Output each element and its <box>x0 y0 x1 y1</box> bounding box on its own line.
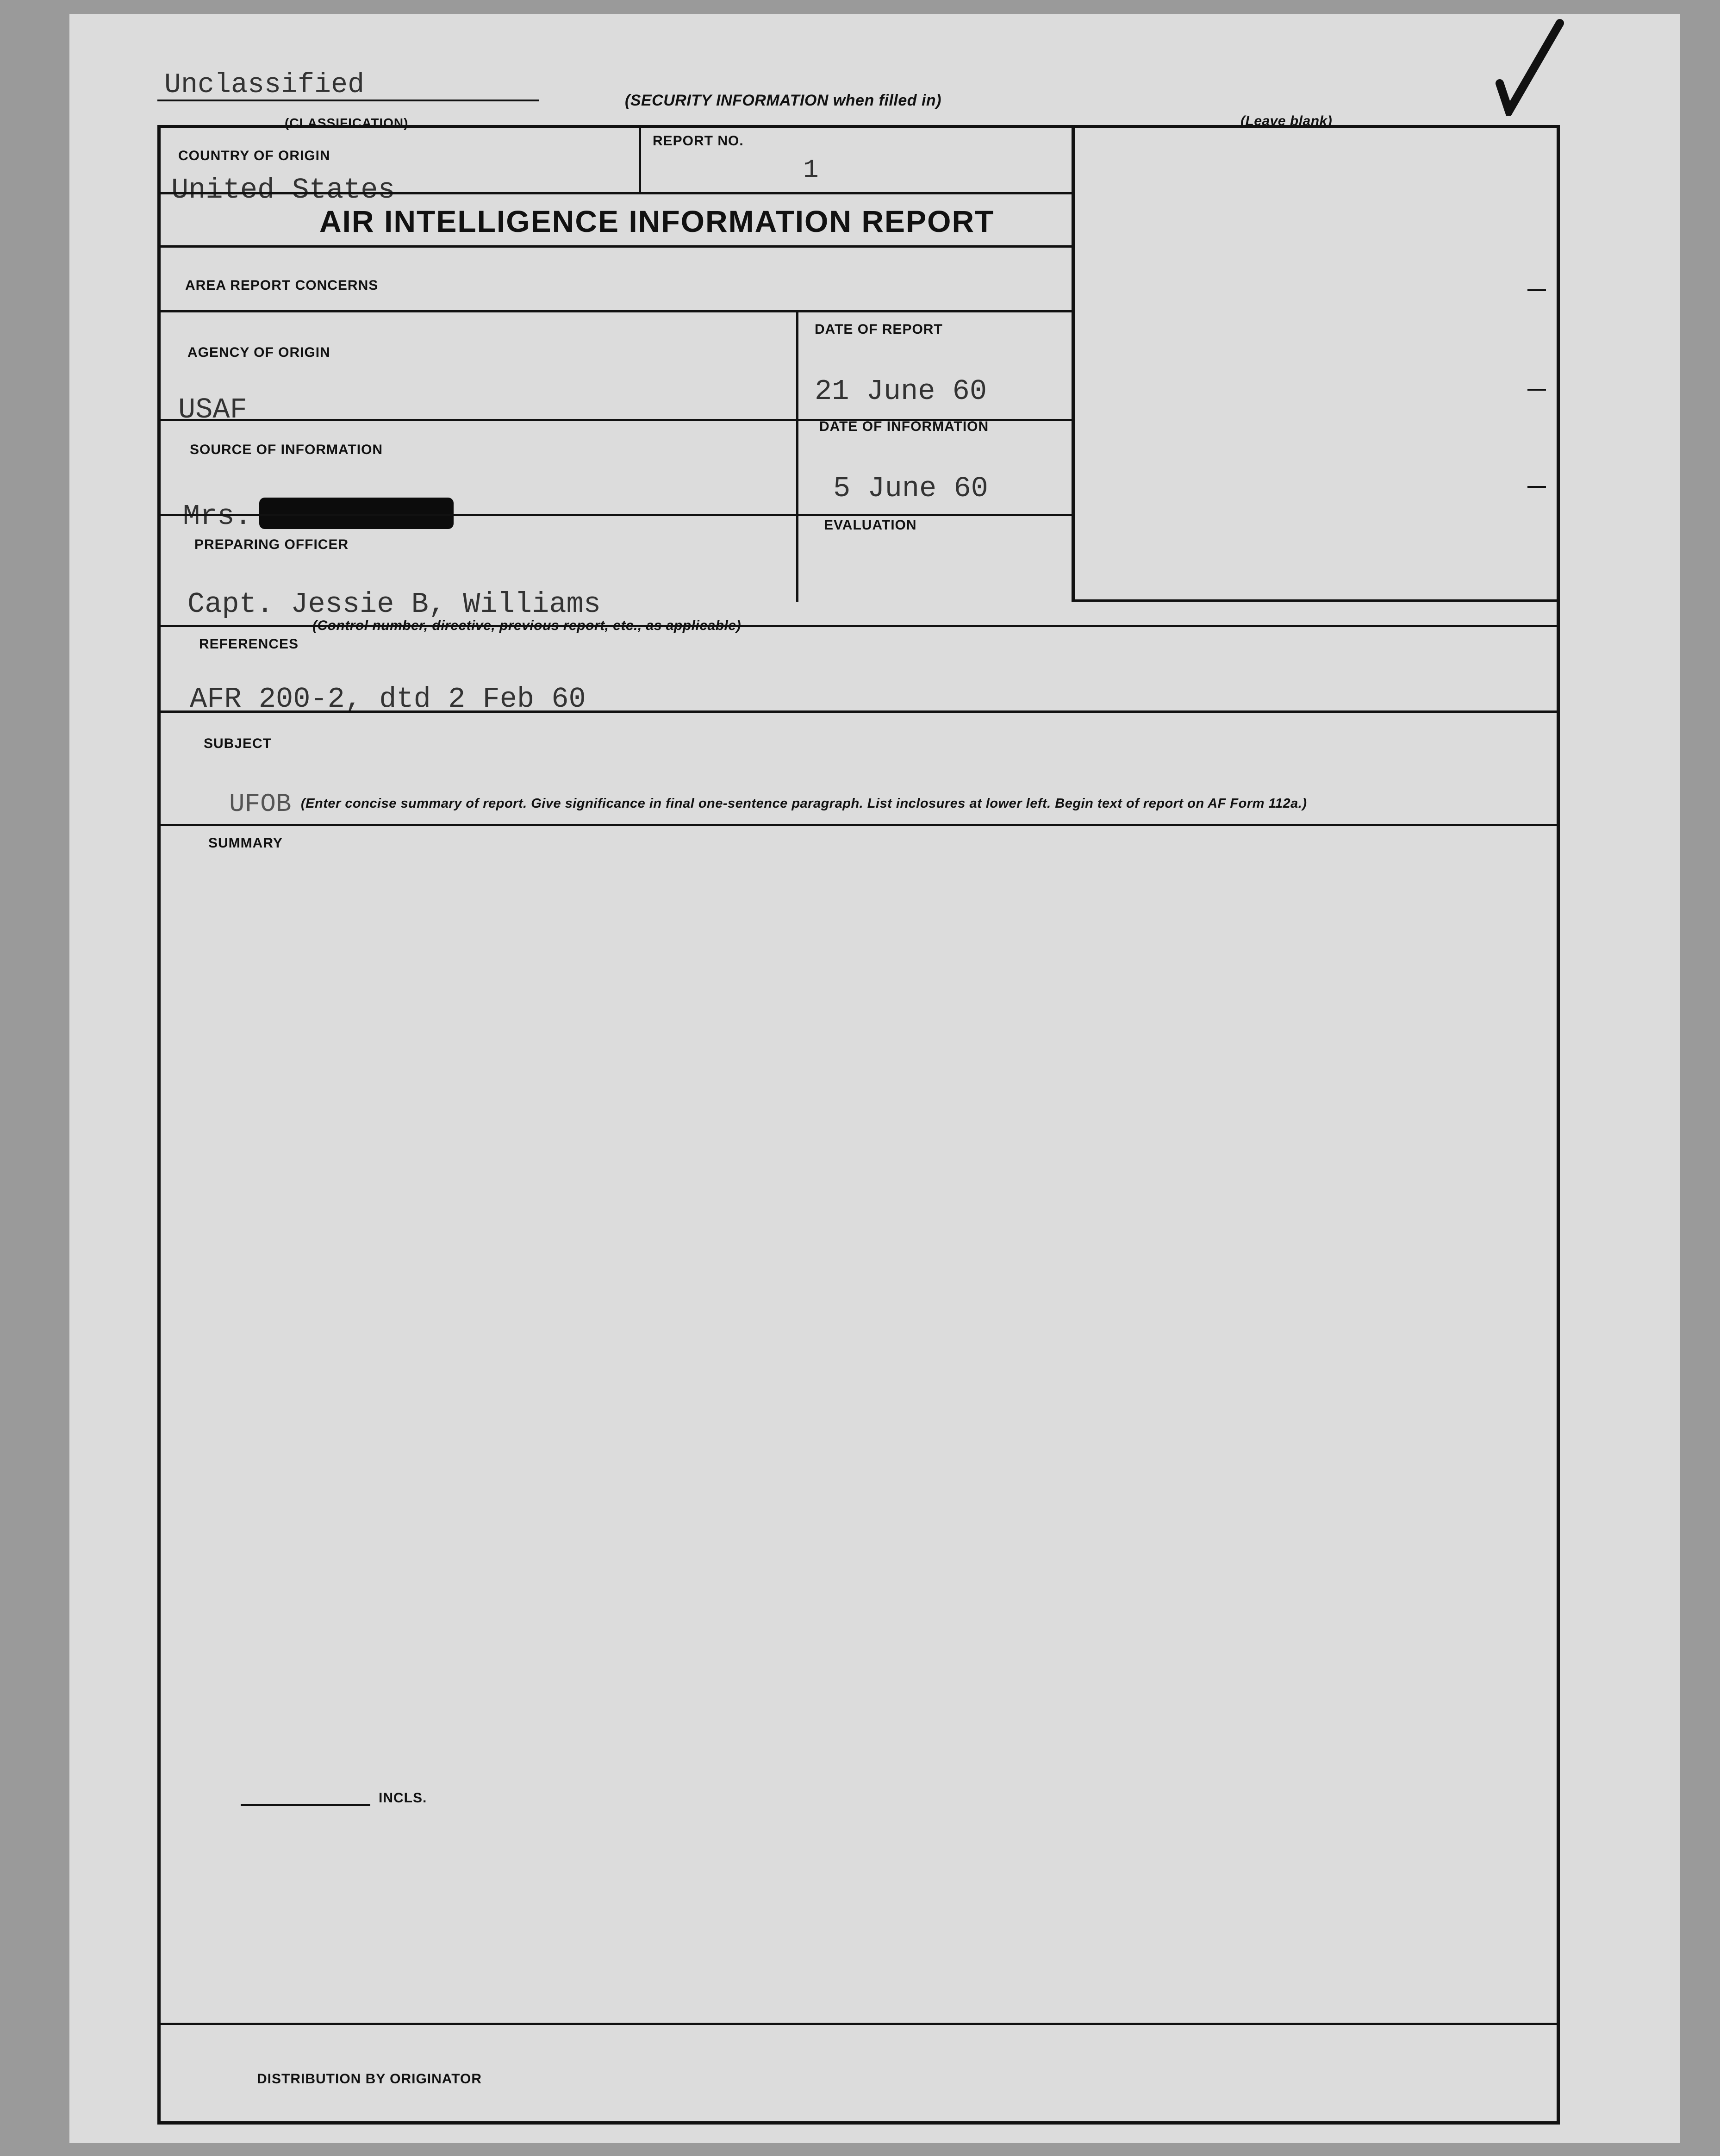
preparing-officer-label: PREPARING OFFICER <box>194 537 349 552</box>
classification-value: Unclassified <box>164 69 365 101</box>
summary-label: SUMMARY <box>208 835 283 851</box>
country-of-origin-value: United States <box>171 174 395 206</box>
agency-of-origin-label: AGENCY OF ORIGIN <box>187 345 330 360</box>
country-of-origin-label: COUNTRY OF ORIGIN <box>178 148 330 163</box>
distribution-label: DISTRIBUTION BY ORIGINATOR <box>257 2071 482 2087</box>
references-label: REFERENCES <box>199 636 299 652</box>
preparing-officer-value: Capt. Jessie B, Williams <box>187 588 601 621</box>
report-no-value: 1 <box>803 155 819 185</box>
summary-note: (Enter concise summary of report. Give significance in final one-sentence paragraph. List inclosures at lower left. Begin text of report on AF Form 112a.) <box>301 796 1307 811</box>
leave-blank-divider <box>1072 125 1075 602</box>
subject-value: UFOB <box>229 789 292 819</box>
report-no-divider <box>639 125 641 194</box>
agency-of-origin-value: USAF <box>178 393 247 426</box>
redaction-mark <box>259 498 454 529</box>
date-column-divider <box>796 310 798 602</box>
incls-line <box>241 1804 370 1806</box>
area-row-bottom <box>157 310 1074 312</box>
title-bottom <box>157 245 1074 248</box>
subject-row-bottom <box>157 824 1560 826</box>
area-report-concerns-label: AREA REPORT CONCERNS <box>185 278 379 293</box>
references-value: AFR 200-2, dtd 2 Feb 60 <box>190 683 586 716</box>
security-note: (SECURITY INFORMATION when filled in) <box>625 92 942 109</box>
row1-bottom <box>157 192 1074 194</box>
leave-blank-bottom <box>1072 599 1560 602</box>
subject-label: SUBJECT <box>204 736 272 751</box>
classification-label: (CLASSIFICATION) <box>285 116 409 130</box>
leave-blank-label: (Leave blank) <box>1240 113 1333 129</box>
date-of-report-value: 21 June 60 <box>815 375 987 408</box>
references-note: (Control number, directive, previous report, etc., as applicable) <box>312 618 742 633</box>
source-of-information-value: Mrs. <box>183 500 252 533</box>
date-of-report-label: DATE OF REPORT <box>815 322 943 337</box>
source-row-bottom <box>157 514 1074 516</box>
form-title: AIR INTELLIGENCE INFORMATION REPORT <box>319 204 995 238</box>
date-of-information-value: 5 June 60 <box>833 472 988 505</box>
evaluation-label: EVALUATION <box>824 517 917 533</box>
date-of-information-label: DATE OF INFORMATION <box>819 419 989 434</box>
incls-label: INCLS. <box>379 1790 427 1806</box>
distribution-row-top <box>157 2023 1560 2025</box>
checkmark-icon <box>1490 14 1574 116</box>
source-of-information-label: SOURCE OF INFORMATION <box>190 442 383 457</box>
report-no-label: REPORT NO. <box>653 133 744 149</box>
references-row-bottom <box>157 710 1560 713</box>
classification-underline <box>157 100 539 101</box>
